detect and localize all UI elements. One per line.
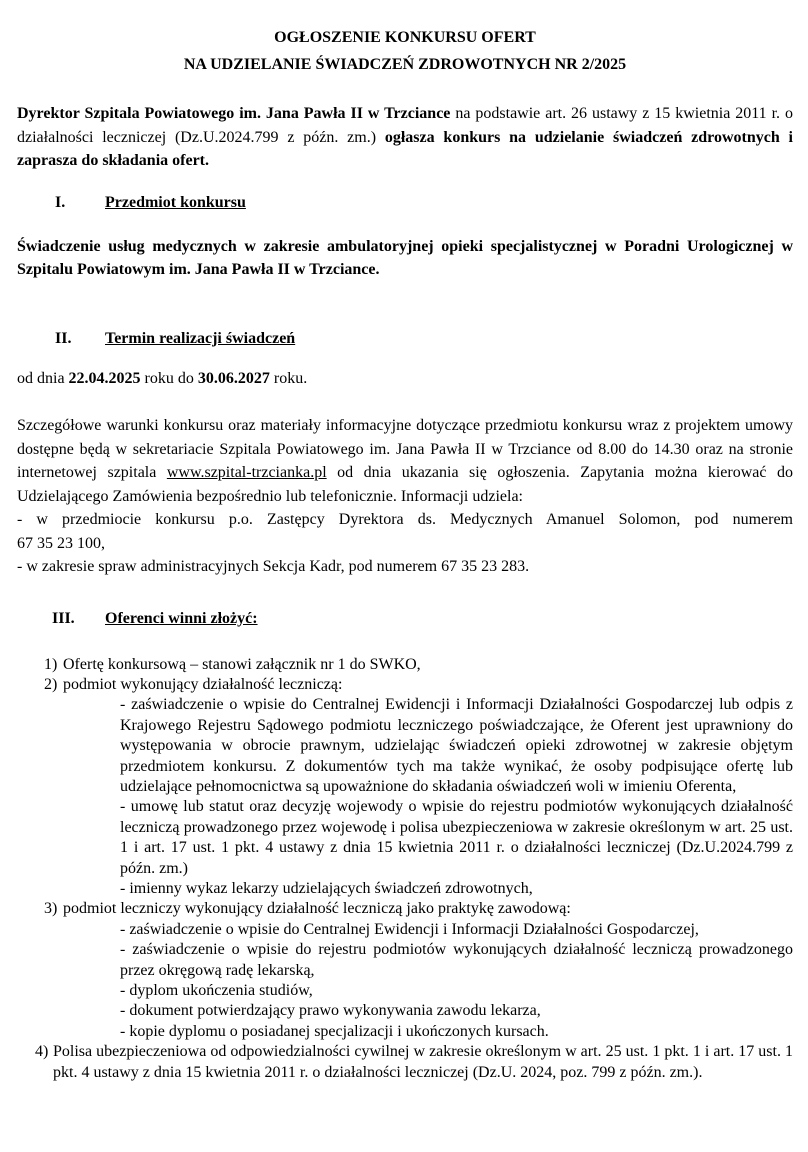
list-item-3-sub-3: - dyplom ukończenia studiów, — [120, 982, 313, 999]
term-line — [17, 367, 793, 391]
text-run: Szczegółowe warunki konkursu oraz materiały informacyjne dotyczące przedmiotu konkursu wraz z projektem umowy dostępne będą w sekretariacie Szpitala Powiatowego im. Jana Pawła II w Trzciance od 8.00 do 14.30 oraz na stronie internetowej szpitala — [17, 417, 793, 481]
list-item-3-sub-5: - kopie dyplomu o posiadanej specjalizacji i ukończonych kursach. — [120, 1022, 549, 1040]
list-item-2 — [17, 675, 793, 695]
list-item-3-sub-1: - zaświadczenie o wpisie do Centralnej Ewidencji i Informacji Działalności Gospodarczej, — [120, 920, 699, 938]
website-link[interactable]: www.szpital-trzcianka.pl — [166, 464, 327, 481]
list-item-3-text: podmiot leczniczy wykonujący działalność leczniczą jako praktykę zawodową: — [63, 900, 571, 918]
list-item-2-sub-3: - imienny wykaz lekarzy udzielających świadczeń zdrowotnych, — [120, 879, 533, 897]
contact-admin: - w zakresie spraw administracyjnych Sekcja Kadr, pod numerem 67 35 23 283. — [17, 558, 530, 575]
list-item-4-text: Polisa ubezpieczeniowa od odpowiedzialności cywilnej w zakresie określonym w art. 25 ust. 1 pkt. 1 i art. 17 ust. 1 pkt. 4 ustawy z dnia 15 kwietnia 2011 r. o działalności leczniczej (Dz.U. 2024, poz. 799 z późn. zm.). — [53, 1043, 793, 1081]
title-line-2: NA UDZIELANIE ŚWIADCZEŃ ZDROWOTNYCH NR 2/2025 — [183, 56, 627, 73]
list-item-3 — [17, 899, 793, 919]
section-1-heading — [17, 191, 793, 215]
section-1-title: Przedmiot konkursu — [105, 193, 246, 211]
section-3-heading — [17, 607, 793, 631]
list-item-1-number: 1) — [44, 655, 58, 673]
section-1-body: Świadczenie usług medycznych w zakresie ambulatoryjnej opieki specjalistycznej w Poradni Urologicznej w Szpitalu Powiatowym im. Jana Pawła II w Trzciance. — [17, 237, 793, 278]
list-item-1-text: Ofertę konkursową – stanowi załącznik nr 1 do SWKO, — [63, 655, 421, 673]
list-item-3-sub-4: - dokument potwierdzający prawo wykonywania zawodu lekarza, — [120, 1002, 541, 1020]
section-1-number: I. — [55, 193, 66, 211]
list-item-2-sub-2: - umowę lub statut oraz decyzję wojewody o wpisie do rejestru podmiotów wykonujących działalność leczniczą prowadzonego przez wojewodę i polisa ubezpieczeniowa w zakresie określonym w art. 25 ust. 1 i art. 17 ust. 1 pkt. 4 ustawy z dnia 15 kwietnia 2011 r. o działalności leczniczej (Dz.U.2024.799 z późn. zm.) — [120, 798, 793, 877]
list-item-1 — [17, 655, 793, 675]
contact-medical-line-2: 67 35 23 100, — [17, 534, 105, 552]
section-2-number: II. — [55, 329, 72, 347]
text-run: roku do — [140, 369, 198, 387]
text-run: od dnia ukazania się ogłoszenia. Zapytania można kierować do Udzielającego Zamówienia bezpośrednio lub telefonicznie. Informacji udziela: — [17, 464, 793, 505]
list-item-2-number: 2) — [44, 675, 58, 693]
text-run: Dyrektor Szpitala Powiatowego im. Jana Pawła II w Trzciance — [17, 105, 451, 122]
intro-paragraph — [17, 102, 793, 173]
list-item-2-sub-1: - zaświadczenie o wpisie do Centralnej Ewidencji i Informacji Działalności Gospodarczej lub odpis z Krajowego Rejestru Sądowego podmiotu leczniczego poświadczające, że Oferent jest uprawniony do występowania w obrocie prawnym, udzielając świadczeń opieki zdrowotnej w zakresie objętym przedmiotem konkursu. Z dokumentów tych ma także wynikać, że osoby podpisujące ofertę lub udzielające pełnomocnictwa są upoważnione do składania oświadczeń woli w imieniu Oferenta, — [120, 696, 793, 795]
text-run: od dnia — [17, 369, 69, 387]
info-paragraph — [17, 414, 793, 508]
list-item-4-number: 4) — [35, 1043, 49, 1061]
requirements-list — [17, 655, 793, 1084]
section-3-number: III. — [52, 609, 75, 627]
list-item-3-number: 3) — [44, 900, 58, 918]
text-run: 30.06.2027 — [197, 369, 270, 387]
text-run: ogłasza konkurs na udzielanie świadczeń zdrowotnych i zaprasza do składania ofert. — [17, 128, 794, 169]
contact-medical-line-1: - w przedmiocie konkursu p.o. Zastępcy Dyrektora ds. Medycznych Amanuel Solomon, pod numerem — [17, 511, 793, 528]
list-item-2-text: podmiot wykonujący działalność leczniczą: — [63, 675, 343, 693]
title-line-1: OGŁOSZENIE KONKURSU OFERT — [274, 29, 536, 46]
text-run: 22.04.2025 — [68, 369, 141, 387]
text-run: na podstawie art. 26 ustawy z 15 kwietnia 2011 r. o działalności leczniczej (Dz.U.2024.799 z późn. zm.) — [17, 105, 793, 146]
list-item-4 — [17, 1042, 793, 1083]
contact-medical — [17, 508, 793, 555]
document-title — [17, 24, 793, 78]
list-item-3-sub-2: - zaświadczenie o wpisie do rejestru podmiotów wykonujących działalność leczniczą prowadzonego przez okręgową radę lekarską, — [120, 941, 793, 979]
section-2-title: Termin realizacji świadczeń — [105, 329, 296, 347]
section-3-title: Oferenci winni złożyć: — [105, 609, 258, 627]
text-run: roku. — [269, 369, 308, 387]
section-2-heading — [17, 327, 793, 351]
